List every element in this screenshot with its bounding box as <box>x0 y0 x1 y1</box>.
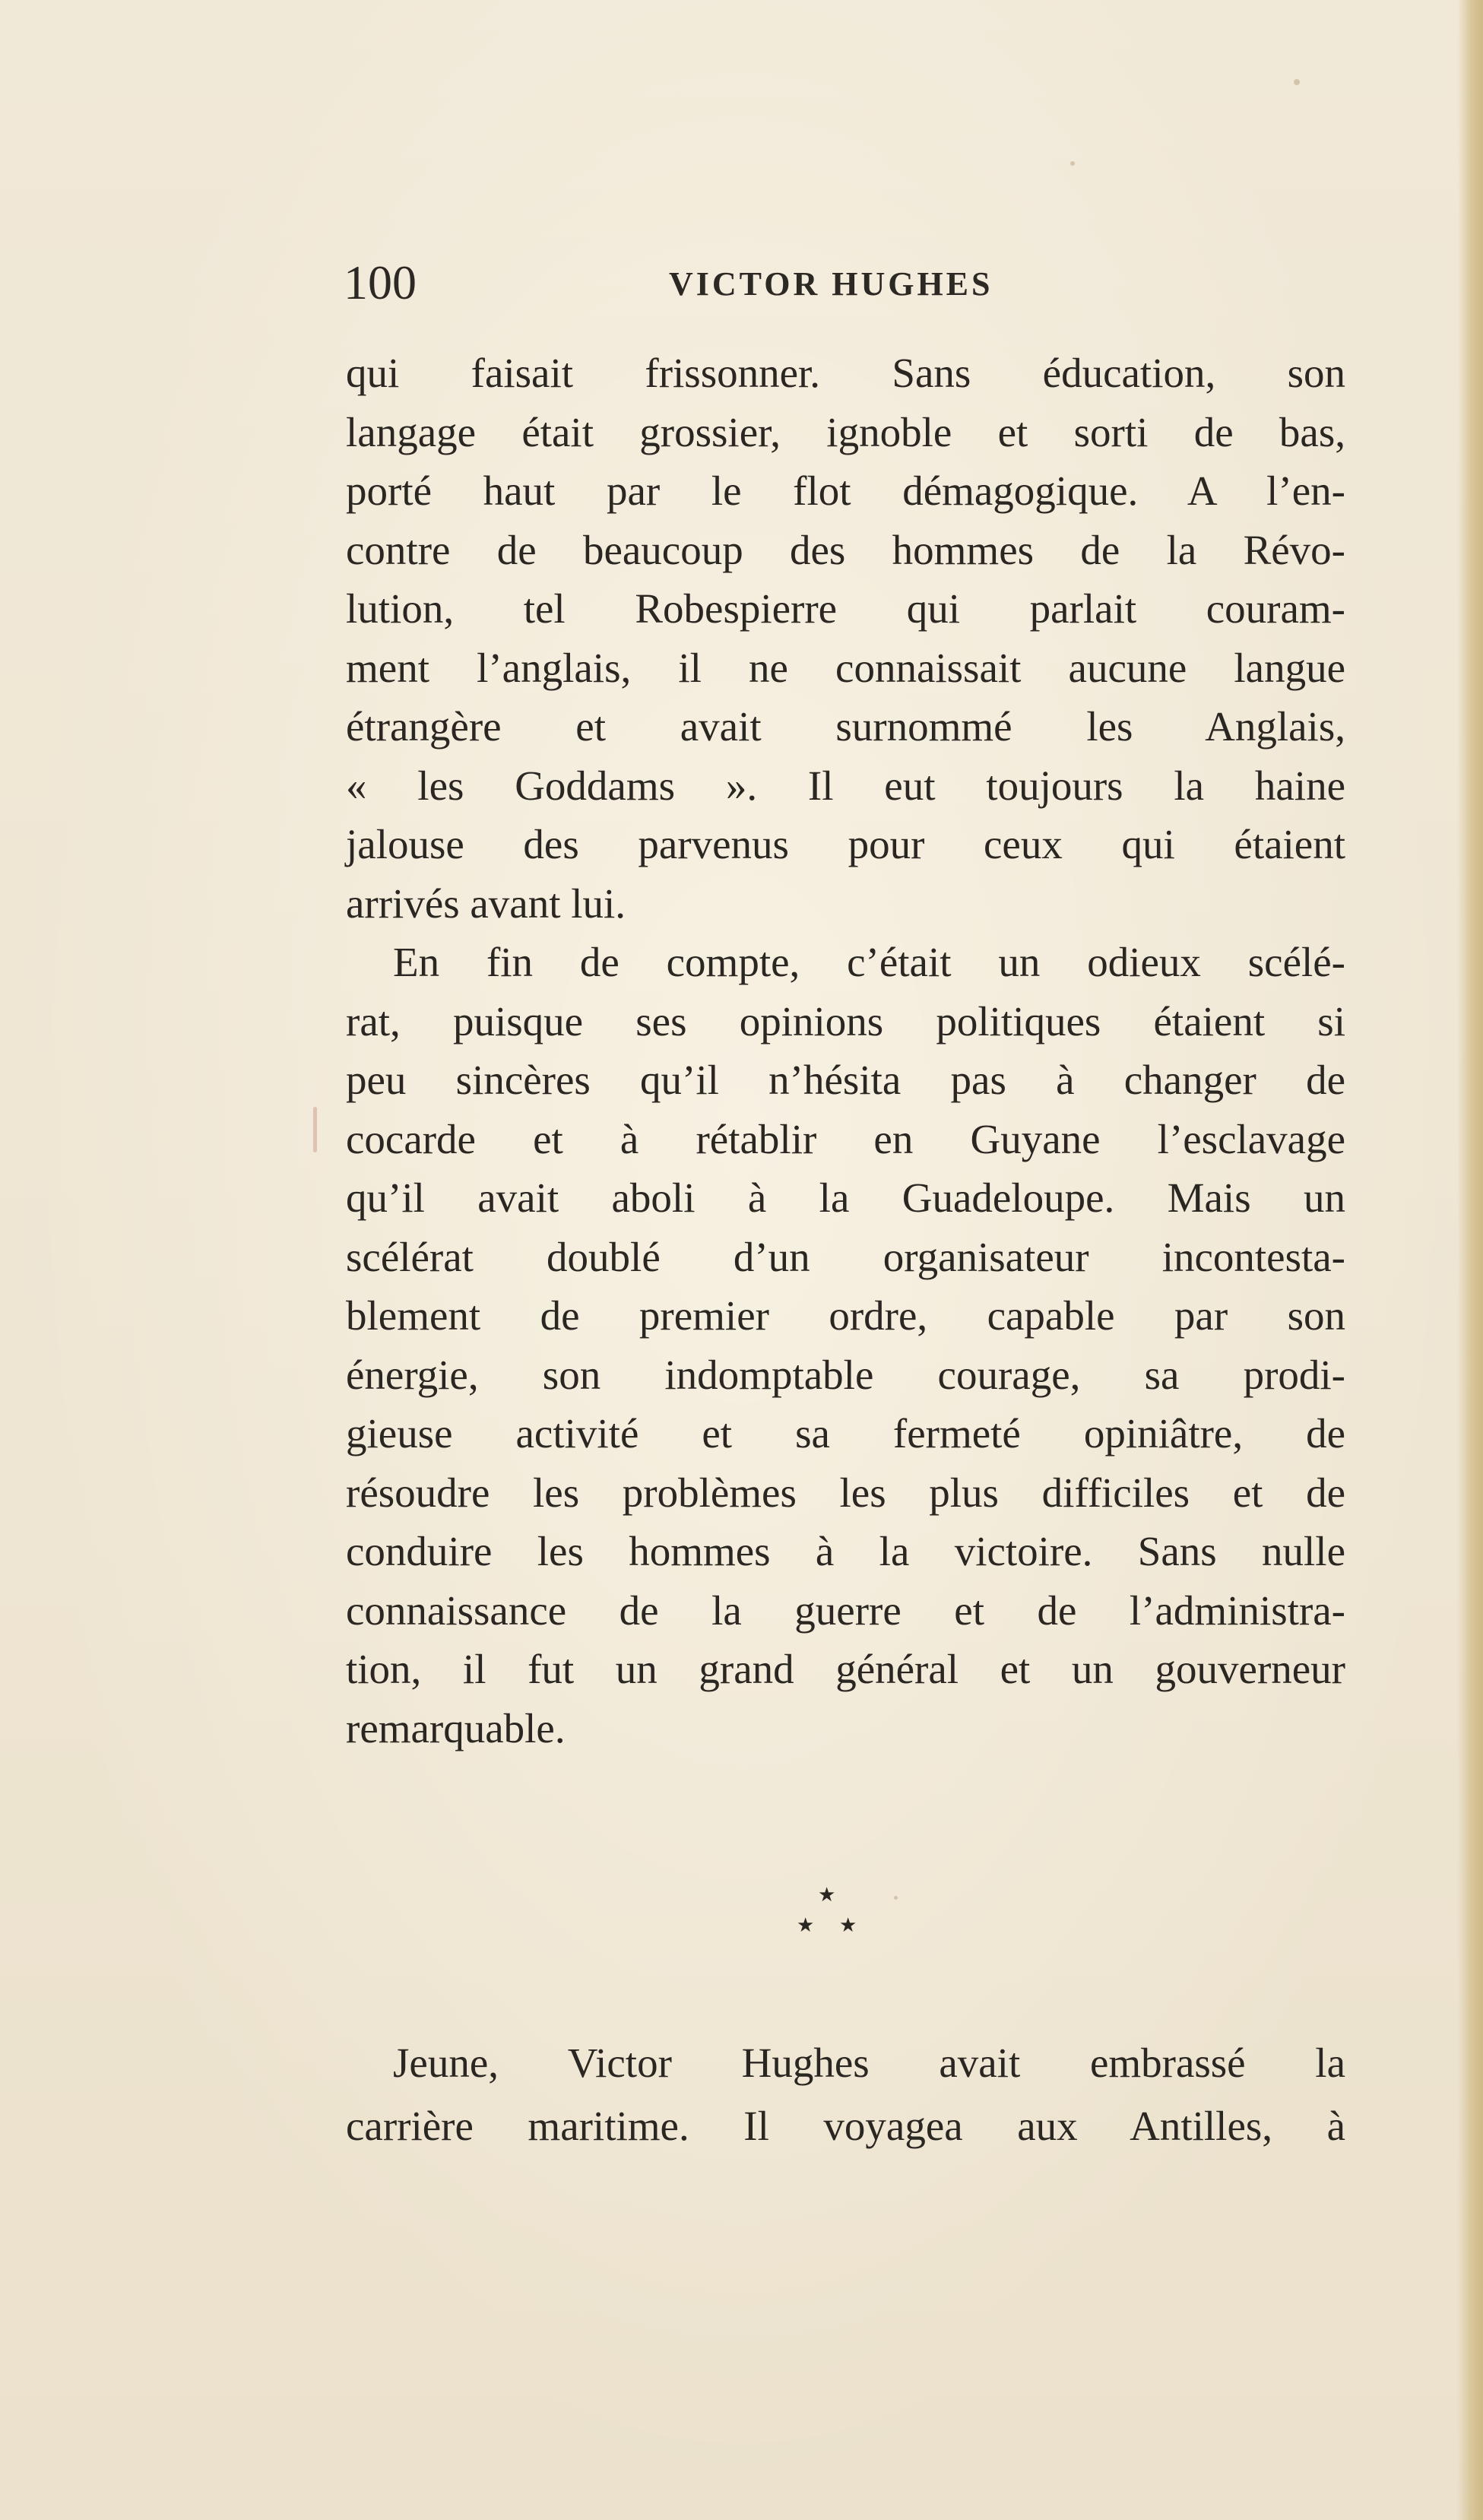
text-line: remarquable. <box>346 1704 566 1751</box>
page-number: 100 <box>344 255 417 309</box>
text-line: Jeune, Victor Hughes avait embrassé la <box>393 2040 1345 2086</box>
text-line: jalouse des parvenus pour ceux qui étaient <box>346 821 1345 867</box>
text-line: connaissance de la guerre et de l’administra- <box>346 1586 1345 1634</box>
text-line: carrière maritime. Il voyagea aux Antilles, à <box>346 2103 1345 2149</box>
page-header <box>344 252 1347 313</box>
text-line: rat, puisque ses opinions politiques étaient si <box>346 997 1345 1044</box>
text-line: blement de premier ordre, capable par son <box>346 1292 1345 1339</box>
asterism-star-icon: ★ <box>797 1914 815 1937</box>
text-line: En fin de compte, c’était un odieux scélé- <box>393 939 1345 985</box>
paper-speck <box>1294 79 1300 85</box>
text-line: étrangère et avait surnommé les Anglais, <box>346 703 1345 750</box>
text-line: contre de beaucoup des hommes de la Révo- <box>346 526 1345 573</box>
text-line: peu sincères qu’il n’hésita pas à changer de <box>346 1057 1345 1103</box>
body-text <box>346 344 1345 1758</box>
text-line: scélérat doublé d’un organisateur incontesta- <box>346 1233 1345 1280</box>
text-line: cocarde et à rétablir en Guyane l’esclavage <box>346 1115 1345 1162</box>
text-line: conduire les hommes à la victoire. Sans nulle <box>346 1528 1345 1574</box>
text-line: arrivés avant lui. <box>346 880 626 927</box>
page-edge <box>1457 0 1483 2520</box>
paper-speck <box>313 1107 317 1152</box>
paper-speck <box>1070 161 1075 166</box>
text-line: qu’il avait aboli à la Guadeloupe. Mais un <box>346 1174 1345 1221</box>
text-line: résoudre les problèmes les plus difficiles et de <box>346 1469 1345 1516</box>
text-line: « les Goddams ». Il eut toujours la haine <box>346 762 1345 809</box>
asterism <box>775 1884 882 1967</box>
text-line: porté haut par le flot démagogique. A l’en- <box>346 468 1345 514</box>
paper-speck <box>894 1896 898 1900</box>
text-line: qui faisait frissonner. Sans éducation, son <box>346 350 1345 396</box>
text-line: gieuse activité et sa fermeté opiniâtre, de <box>346 1410 1345 1457</box>
text-line: lution, tel Robespierre qui parlait couram- <box>346 585 1345 632</box>
text-line: énergie, son indomptable courage, sa prodi- <box>346 1351 1345 1398</box>
running-head: VICTOR HUGHES <box>669 265 993 303</box>
text-line: langage était grossier, ignoble et sorti de bas, <box>346 408 1345 455</box>
asterism-star-icon: ★ <box>839 1914 857 1937</box>
text-line: ment l’anglais, il ne connaissait aucune langue <box>346 644 1345 691</box>
body-text-continued <box>346 2031 1345 2157</box>
text-line: tion, il fut un grand général et un gouverneur <box>346 1646 1345 1692</box>
asterism-star-icon: ★ <box>818 1884 836 1907</box>
